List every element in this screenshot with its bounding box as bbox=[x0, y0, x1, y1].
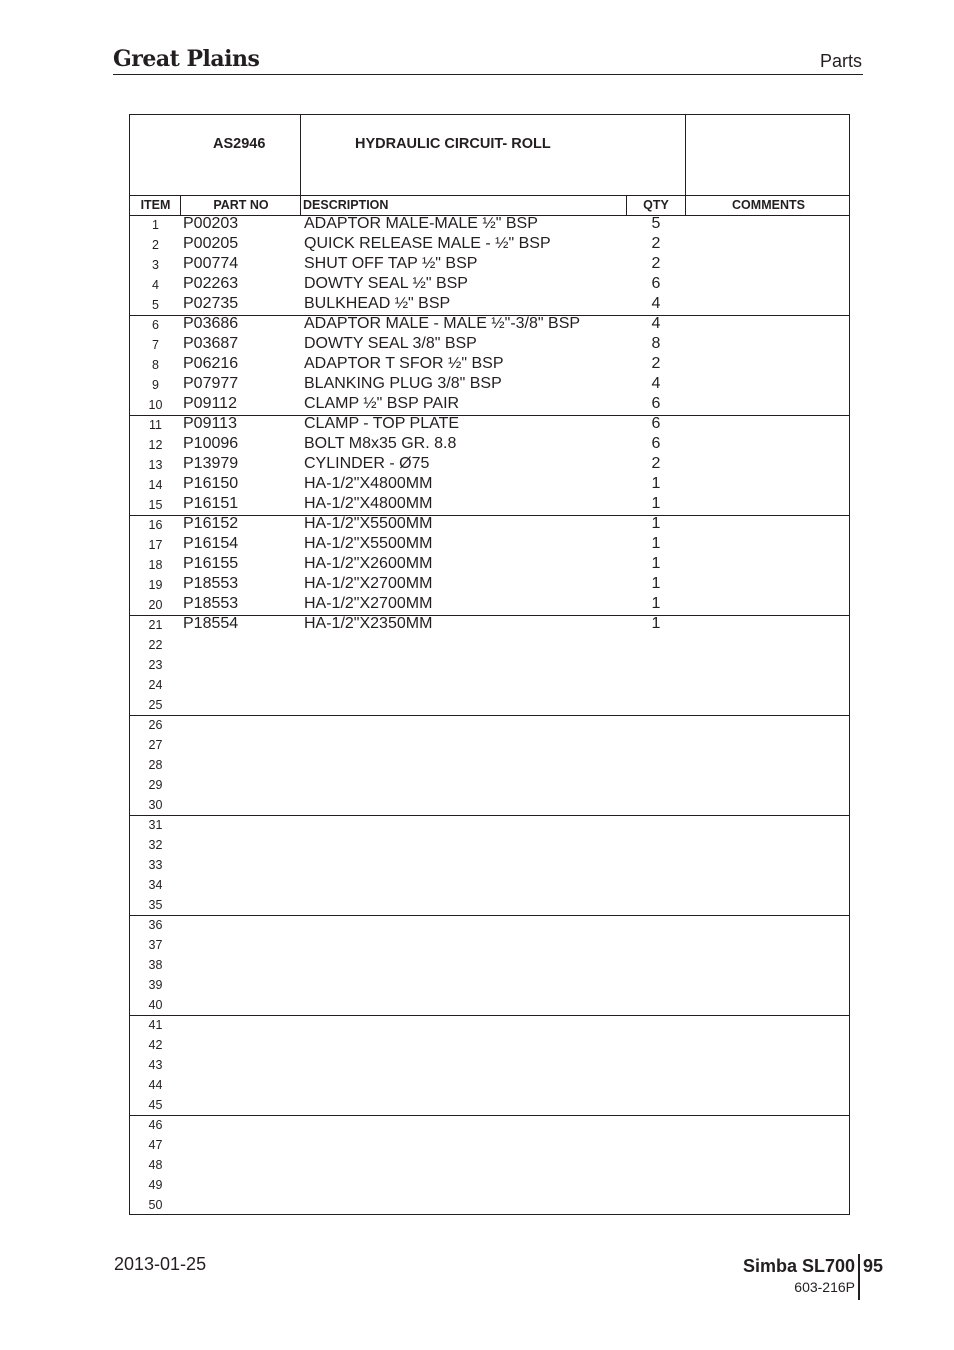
item-number: 11 bbox=[149, 418, 162, 432]
item-number: 6 bbox=[152, 318, 159, 332]
item-number: 13 bbox=[148, 458, 163, 472]
item-number: 47 bbox=[148, 1138, 163, 1152]
part-description: HA-1/2"X2350MM bbox=[304, 615, 433, 632]
part-description: CLAMP ½" BSP PAIR bbox=[304, 395, 460, 412]
item-number: 46 bbox=[148, 1118, 163, 1132]
row-group-divider bbox=[130, 815, 849, 816]
item-number: 21 bbox=[148, 618, 163, 632]
part-description: HA-1/2"X4800MM bbox=[304, 475, 433, 492]
table-row bbox=[130, 815, 849, 835]
table-row bbox=[130, 295, 849, 315]
item-number: 9 bbox=[152, 378, 159, 392]
item-number: 5 bbox=[152, 298, 159, 312]
table-row bbox=[130, 375, 849, 395]
row-group-divider bbox=[130, 1015, 849, 1016]
part-quantity: 1 bbox=[651, 615, 661, 632]
item-number: 36 bbox=[148, 918, 163, 932]
part-description: HA-1/2"X5500MM bbox=[304, 535, 433, 552]
item-number: 27 bbox=[148, 738, 163, 752]
part-description: DOWTY SEAL ½" BSP bbox=[304, 275, 468, 292]
item-number: 25 bbox=[148, 698, 163, 712]
table-row bbox=[130, 955, 849, 975]
part-number: P10096 bbox=[183, 435, 239, 452]
header-divider bbox=[113, 74, 863, 75]
part-quantity: 2 bbox=[651, 455, 661, 472]
assembly-number: AS2946 bbox=[213, 136, 266, 152]
part-quantity: 6 bbox=[651, 435, 661, 452]
part-number: P09112 bbox=[183, 395, 237, 412]
part-number: P07977 bbox=[183, 375, 239, 392]
item-number: 26 bbox=[148, 718, 163, 732]
row-group-divider bbox=[130, 415, 849, 416]
table-row bbox=[130, 1195, 849, 1215]
item-number: 45 bbox=[148, 1098, 163, 1112]
part-description: DOWTY SEAL 3/8" BSP bbox=[304, 335, 477, 352]
part-number: P16152 bbox=[183, 515, 239, 532]
table-row bbox=[130, 595, 849, 615]
table-row bbox=[130, 1155, 849, 1175]
column-header-qty: QTY bbox=[643, 198, 669, 212]
item-number: 35 bbox=[148, 898, 163, 912]
part-number: P18553 bbox=[183, 575, 239, 592]
part-description: CLAMP - TOP PLATE bbox=[304, 415, 460, 432]
table-row bbox=[130, 975, 849, 995]
part-quantity: 4 bbox=[651, 295, 661, 312]
section-title: Parts bbox=[819, 51, 862, 71]
table-row bbox=[130, 275, 849, 295]
table-row bbox=[130, 795, 849, 815]
table-row bbox=[130, 535, 849, 555]
brand-logo: Great Plains bbox=[113, 46, 260, 72]
table-row bbox=[130, 315, 849, 335]
footer-model: Simba SL700 bbox=[742, 1256, 855, 1276]
part-number: P16154 bbox=[183, 535, 239, 552]
part-description: HA-1/2"X2700MM bbox=[304, 595, 433, 612]
item-number: 24 bbox=[148, 678, 163, 692]
part-quantity: 1 bbox=[651, 495, 661, 512]
table-row bbox=[130, 1135, 849, 1155]
table-row bbox=[130, 255, 849, 275]
part-quantity: 1 bbox=[651, 575, 661, 592]
item-number: 3 bbox=[152, 258, 159, 272]
part-quantity: 4 bbox=[651, 315, 661, 332]
part-number: P16150 bbox=[183, 475, 239, 492]
part-number: P00774 bbox=[183, 255, 239, 272]
part-number: P02735 bbox=[183, 295, 239, 312]
item-number: 15 bbox=[148, 498, 163, 512]
item-number: 16 bbox=[148, 518, 163, 532]
part-quantity: 6 bbox=[651, 395, 661, 412]
footer-date: 2013-01-25 bbox=[114, 1254, 207, 1274]
item-number: 32 bbox=[148, 838, 163, 852]
table-row bbox=[130, 835, 849, 855]
item-number: 49 bbox=[148, 1178, 163, 1192]
part-quantity: 1 bbox=[651, 535, 661, 552]
parts-table bbox=[129, 114, 850, 1215]
item-number: 33 bbox=[148, 858, 163, 872]
footer-divider bbox=[858, 1254, 860, 1300]
item-number: 40 bbox=[148, 998, 163, 1012]
part-quantity: 2 bbox=[651, 255, 661, 272]
table-row bbox=[130, 635, 849, 655]
item-number: 7 bbox=[152, 338, 159, 352]
part-description: HA-1/2"X4800MM bbox=[304, 495, 433, 512]
part-number: P00205 bbox=[183, 235, 239, 252]
col-divider-part bbox=[300, 195, 301, 215]
part-number: P02263 bbox=[183, 275, 239, 292]
table-row bbox=[130, 1095, 849, 1115]
table-row bbox=[130, 1075, 849, 1095]
document-number: 603-216P bbox=[794, 1279, 855, 1295]
table-row bbox=[130, 215, 849, 235]
table-row bbox=[130, 475, 849, 495]
table-row bbox=[130, 775, 849, 795]
part-description: BULKHEAD ½" BSP bbox=[304, 295, 451, 312]
item-number: 1 bbox=[152, 218, 159, 232]
item-number: 12 bbox=[148, 438, 163, 452]
item-number: 41 bbox=[148, 1018, 163, 1032]
item-number: 44 bbox=[148, 1078, 163, 1092]
table-row bbox=[130, 895, 849, 915]
table-row bbox=[130, 395, 849, 415]
table-row bbox=[130, 735, 849, 755]
table-title-block bbox=[130, 115, 849, 195]
item-number: 31 bbox=[148, 818, 163, 832]
item-number: 50 bbox=[148, 1198, 163, 1212]
table-row bbox=[130, 515, 849, 535]
item-number: 19 bbox=[148, 578, 163, 592]
table-row bbox=[130, 1055, 849, 1075]
part-quantity: 1 bbox=[651, 555, 661, 572]
row-group-divider bbox=[130, 315, 849, 316]
item-number: 14 bbox=[148, 478, 163, 492]
table-row bbox=[130, 435, 849, 455]
assembly-title: HYDRAULIC CIRCUIT- ROLL bbox=[355, 136, 551, 152]
item-number: 17 bbox=[148, 538, 163, 552]
column-header-comments: COMMENTS bbox=[732, 198, 805, 212]
table-row bbox=[130, 575, 849, 595]
part-number: P03687 bbox=[183, 335, 239, 352]
part-quantity: 8 bbox=[651, 335, 661, 352]
part-quantity: 2 bbox=[651, 355, 661, 372]
row-group-divider bbox=[130, 715, 849, 716]
column-header-item: ITEM bbox=[140, 198, 171, 212]
row-group-divider bbox=[130, 515, 849, 516]
part-number: P00203 bbox=[183, 215, 239, 232]
table-row bbox=[130, 655, 849, 675]
item-number: 10 bbox=[148, 398, 163, 412]
item-number: 29 bbox=[148, 778, 163, 792]
table-row bbox=[130, 1175, 849, 1195]
table-row bbox=[130, 235, 849, 255]
part-quantity: 4 bbox=[651, 375, 661, 392]
part-description: ADAPTOR MALE-MALE ½" BSP bbox=[304, 215, 538, 232]
column-header-description: DESCRIPTION bbox=[303, 198, 389, 212]
part-description: HA-1/2"X2600MM bbox=[304, 555, 433, 572]
item-number: 18 bbox=[148, 558, 163, 572]
table-row bbox=[130, 1035, 849, 1055]
table-row bbox=[130, 455, 849, 475]
table-row bbox=[130, 415, 849, 435]
item-number: 8 bbox=[152, 358, 159, 372]
table-row bbox=[130, 355, 849, 375]
part-quantity: 1 bbox=[651, 515, 661, 532]
part-description: ADAPTOR MALE - MALE ½"-3/8" BSP bbox=[304, 315, 581, 332]
table-row bbox=[130, 695, 849, 715]
item-number: 28 bbox=[148, 758, 163, 772]
part-number: P03686 bbox=[183, 315, 239, 332]
row-group-divider bbox=[130, 1115, 849, 1116]
item-number: 20 bbox=[148, 598, 163, 612]
table-row bbox=[130, 715, 849, 735]
part-quantity: 2 bbox=[651, 235, 661, 252]
column-header-part-no: PART NO bbox=[213, 198, 269, 212]
part-number: P06216 bbox=[183, 355, 239, 372]
table-row bbox=[130, 935, 849, 955]
table-row bbox=[130, 875, 849, 895]
item-number: 22 bbox=[148, 638, 163, 652]
part-description: ADAPTOR T SFOR ½" BSP bbox=[304, 355, 504, 372]
table-row bbox=[130, 615, 849, 635]
table-row bbox=[130, 1115, 849, 1135]
part-description: BOLT M8x35 GR. 8.8 bbox=[304, 435, 457, 452]
item-number: 2 bbox=[152, 238, 159, 252]
table-row bbox=[130, 1015, 849, 1035]
part-description: HA-1/2"X2700MM bbox=[304, 575, 433, 592]
part-number: P16155 bbox=[183, 555, 239, 572]
part-quantity: 6 bbox=[651, 275, 661, 292]
part-number: P18553 bbox=[183, 595, 239, 612]
part-number: P13979 bbox=[183, 455, 239, 472]
part-description: SHUT OFF TAP ½" BSP bbox=[304, 255, 478, 272]
part-description: HA-1/2"X5500MM bbox=[304, 515, 433, 532]
table-row bbox=[130, 495, 849, 515]
part-number: P16151 bbox=[183, 495, 239, 512]
part-quantity: 6 bbox=[651, 415, 661, 432]
part-description: CYLINDER - Ø75 bbox=[304, 455, 430, 472]
table-row bbox=[130, 855, 849, 875]
row-group-divider bbox=[130, 615, 849, 616]
table-row bbox=[130, 995, 849, 1015]
part-quantity: 1 bbox=[651, 595, 661, 612]
item-number: 23 bbox=[148, 658, 163, 672]
part-number: P18554 bbox=[183, 615, 239, 632]
title-divider-left bbox=[300, 115, 301, 195]
item-number: 30 bbox=[148, 798, 163, 812]
item-number: 4 bbox=[152, 278, 159, 292]
table-row bbox=[130, 555, 849, 575]
item-number: 39 bbox=[148, 978, 163, 992]
part-quantity: 1 bbox=[651, 475, 661, 492]
item-number: 34 bbox=[148, 878, 163, 892]
table-row bbox=[130, 755, 849, 775]
item-number: 43 bbox=[148, 1058, 163, 1072]
item-number: 42 bbox=[148, 1038, 163, 1052]
item-number: 37 bbox=[148, 938, 163, 952]
part-number: P09113 bbox=[183, 415, 237, 432]
page-number: 95 bbox=[863, 1256, 884, 1276]
part-description: BLANKING PLUG 3/8" BSP bbox=[304, 375, 502, 392]
part-description: QUICK RELEASE MALE - ½" BSP bbox=[304, 235, 551, 252]
table-row bbox=[130, 335, 849, 355]
part-quantity: 5 bbox=[651, 215, 661, 232]
item-number: 48 bbox=[148, 1158, 163, 1172]
row-group-divider bbox=[130, 915, 849, 916]
item-number: 38 bbox=[148, 958, 163, 972]
table-row bbox=[130, 675, 849, 695]
table-row bbox=[130, 915, 849, 935]
